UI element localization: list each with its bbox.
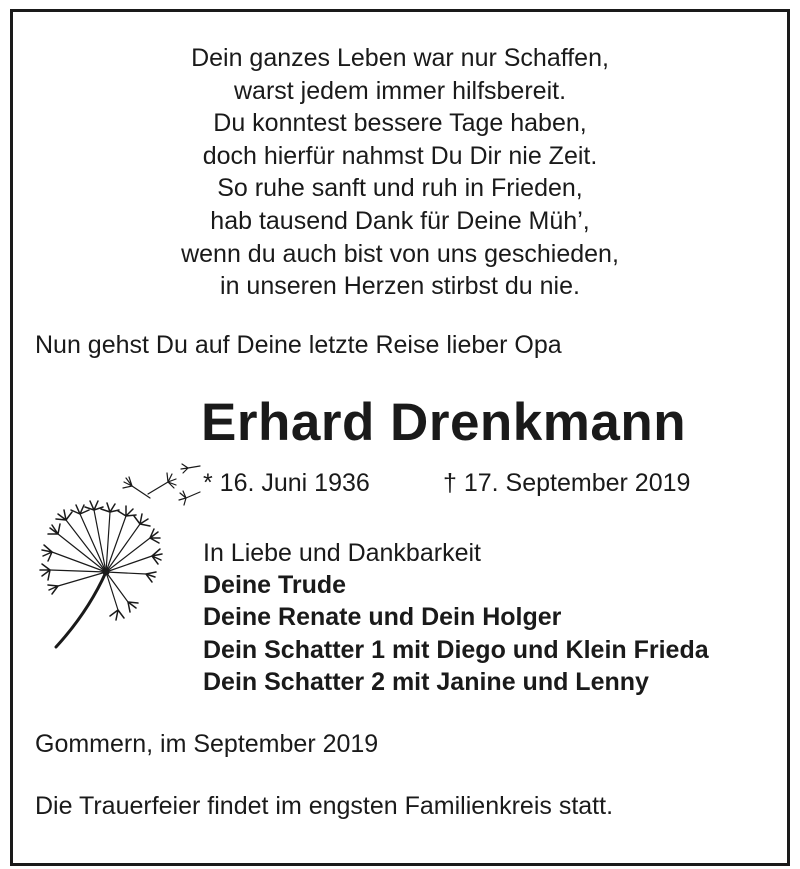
poem-line: So ruhe sanft und ruh in Frieden,: [217, 174, 583, 203]
mourner-name: Dein Schatter 2 mit Janine und Lenny: [203, 667, 649, 696]
deceased-name: Erhard Drenkmann: [201, 393, 687, 452]
place-date: Gommern, im September 2019: [35, 730, 379, 758]
birth-date: * 16. Juni 1936: [203, 469, 370, 497]
poem-line: Dein ganzes Leben war nur Schaffen,: [191, 44, 609, 72]
funeral-note: Die Trauerfeier findet im engsten Familienkreis statt.: [35, 792, 614, 820]
mourner-name: Deine Trude: [203, 571, 347, 600]
mourners-heading: In Liebe und Dankbarkeit: [203, 539, 481, 567]
poem: [13, 42, 787, 303]
poem-line: Du konntest bessere Tage haben,: [213, 109, 587, 138]
dandelion-icon: [28, 452, 208, 652]
obituary-notice: [10, 9, 790, 866]
mourner-name: Dein Schatter 1 mit Diego und Klein Frieda: [203, 635, 709, 664]
death-date: † 17. September 2019: [443, 469, 691, 497]
mourner-name: Deine Renate und Dein Holger: [203, 603, 562, 632]
poem-line: doch hierfür nahmst Du Dir nie Zeit.: [202, 141, 598, 170]
poem-line: in unseren Herzen stirbst du nie.: [220, 272, 580, 301]
poem-line: warst jedem immer hilfsbereit.: [233, 76, 567, 105]
intro-text: Nun gehst Du auf Deine letzte Reise lieber Opa: [35, 331, 562, 359]
poem-line: hab tausend Dank für Deine Müh’,: [210, 206, 590, 235]
mourners-list: [203, 537, 709, 698]
poem-line: wenn du auch bist von uns geschieden,: [181, 239, 619, 268]
